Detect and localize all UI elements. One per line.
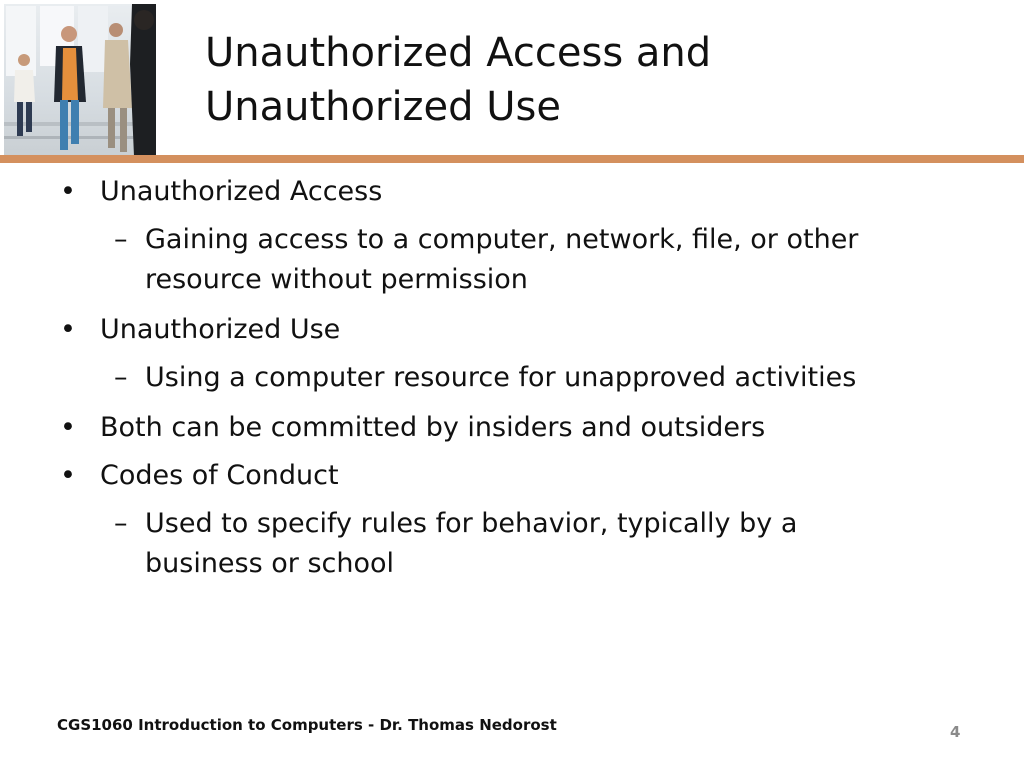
header-people-walking-photo xyxy=(4,4,156,156)
bullet-text: Codes of Conduct xyxy=(100,460,339,491)
bullet-text: Both can be committed by insiders and outsiders xyxy=(100,412,766,443)
slide-title xyxy=(205,26,985,134)
bullet-text: Unauthorized Use xyxy=(100,314,341,345)
sub-bullet-item xyxy=(0,358,885,398)
bullet-marker: • xyxy=(60,460,76,491)
sub-bullet-item xyxy=(0,504,885,584)
bullet-list xyxy=(0,172,1024,594)
bullet-item xyxy=(0,408,1024,448)
bullet-item xyxy=(0,310,1024,350)
bullet-item xyxy=(0,172,1024,212)
bullet-item xyxy=(0,456,1024,496)
bullet-text: Unauthorized Access xyxy=(100,176,383,207)
bullet-marker: • xyxy=(60,412,76,443)
sub-bullet-marker: – xyxy=(114,224,128,255)
bullet-marker: • xyxy=(60,176,76,207)
title-divider xyxy=(0,155,1024,163)
sub-bullet-text: Used to specify rules for behavior, typically by a business or school xyxy=(145,508,798,579)
sub-bullet-text: Gaining access to a computer, network, file, or other resource without permission xyxy=(145,224,859,295)
slide-title-line: Unauthorized Access and xyxy=(205,30,712,76)
sub-bullet-marker: – xyxy=(114,508,128,539)
page-number: 4 xyxy=(950,723,961,741)
bullet-marker: • xyxy=(60,314,76,345)
slide-title-line: Unauthorized Use xyxy=(205,84,561,130)
sub-bullet-text: Using a computer resource for unapproved activities xyxy=(145,362,857,393)
footer-course-text: CGS1060 Introduction to Computers - Dr. Thomas Nedorost xyxy=(57,716,557,734)
sub-bullet-marker: – xyxy=(114,362,128,393)
sub-bullet-item xyxy=(0,220,885,300)
